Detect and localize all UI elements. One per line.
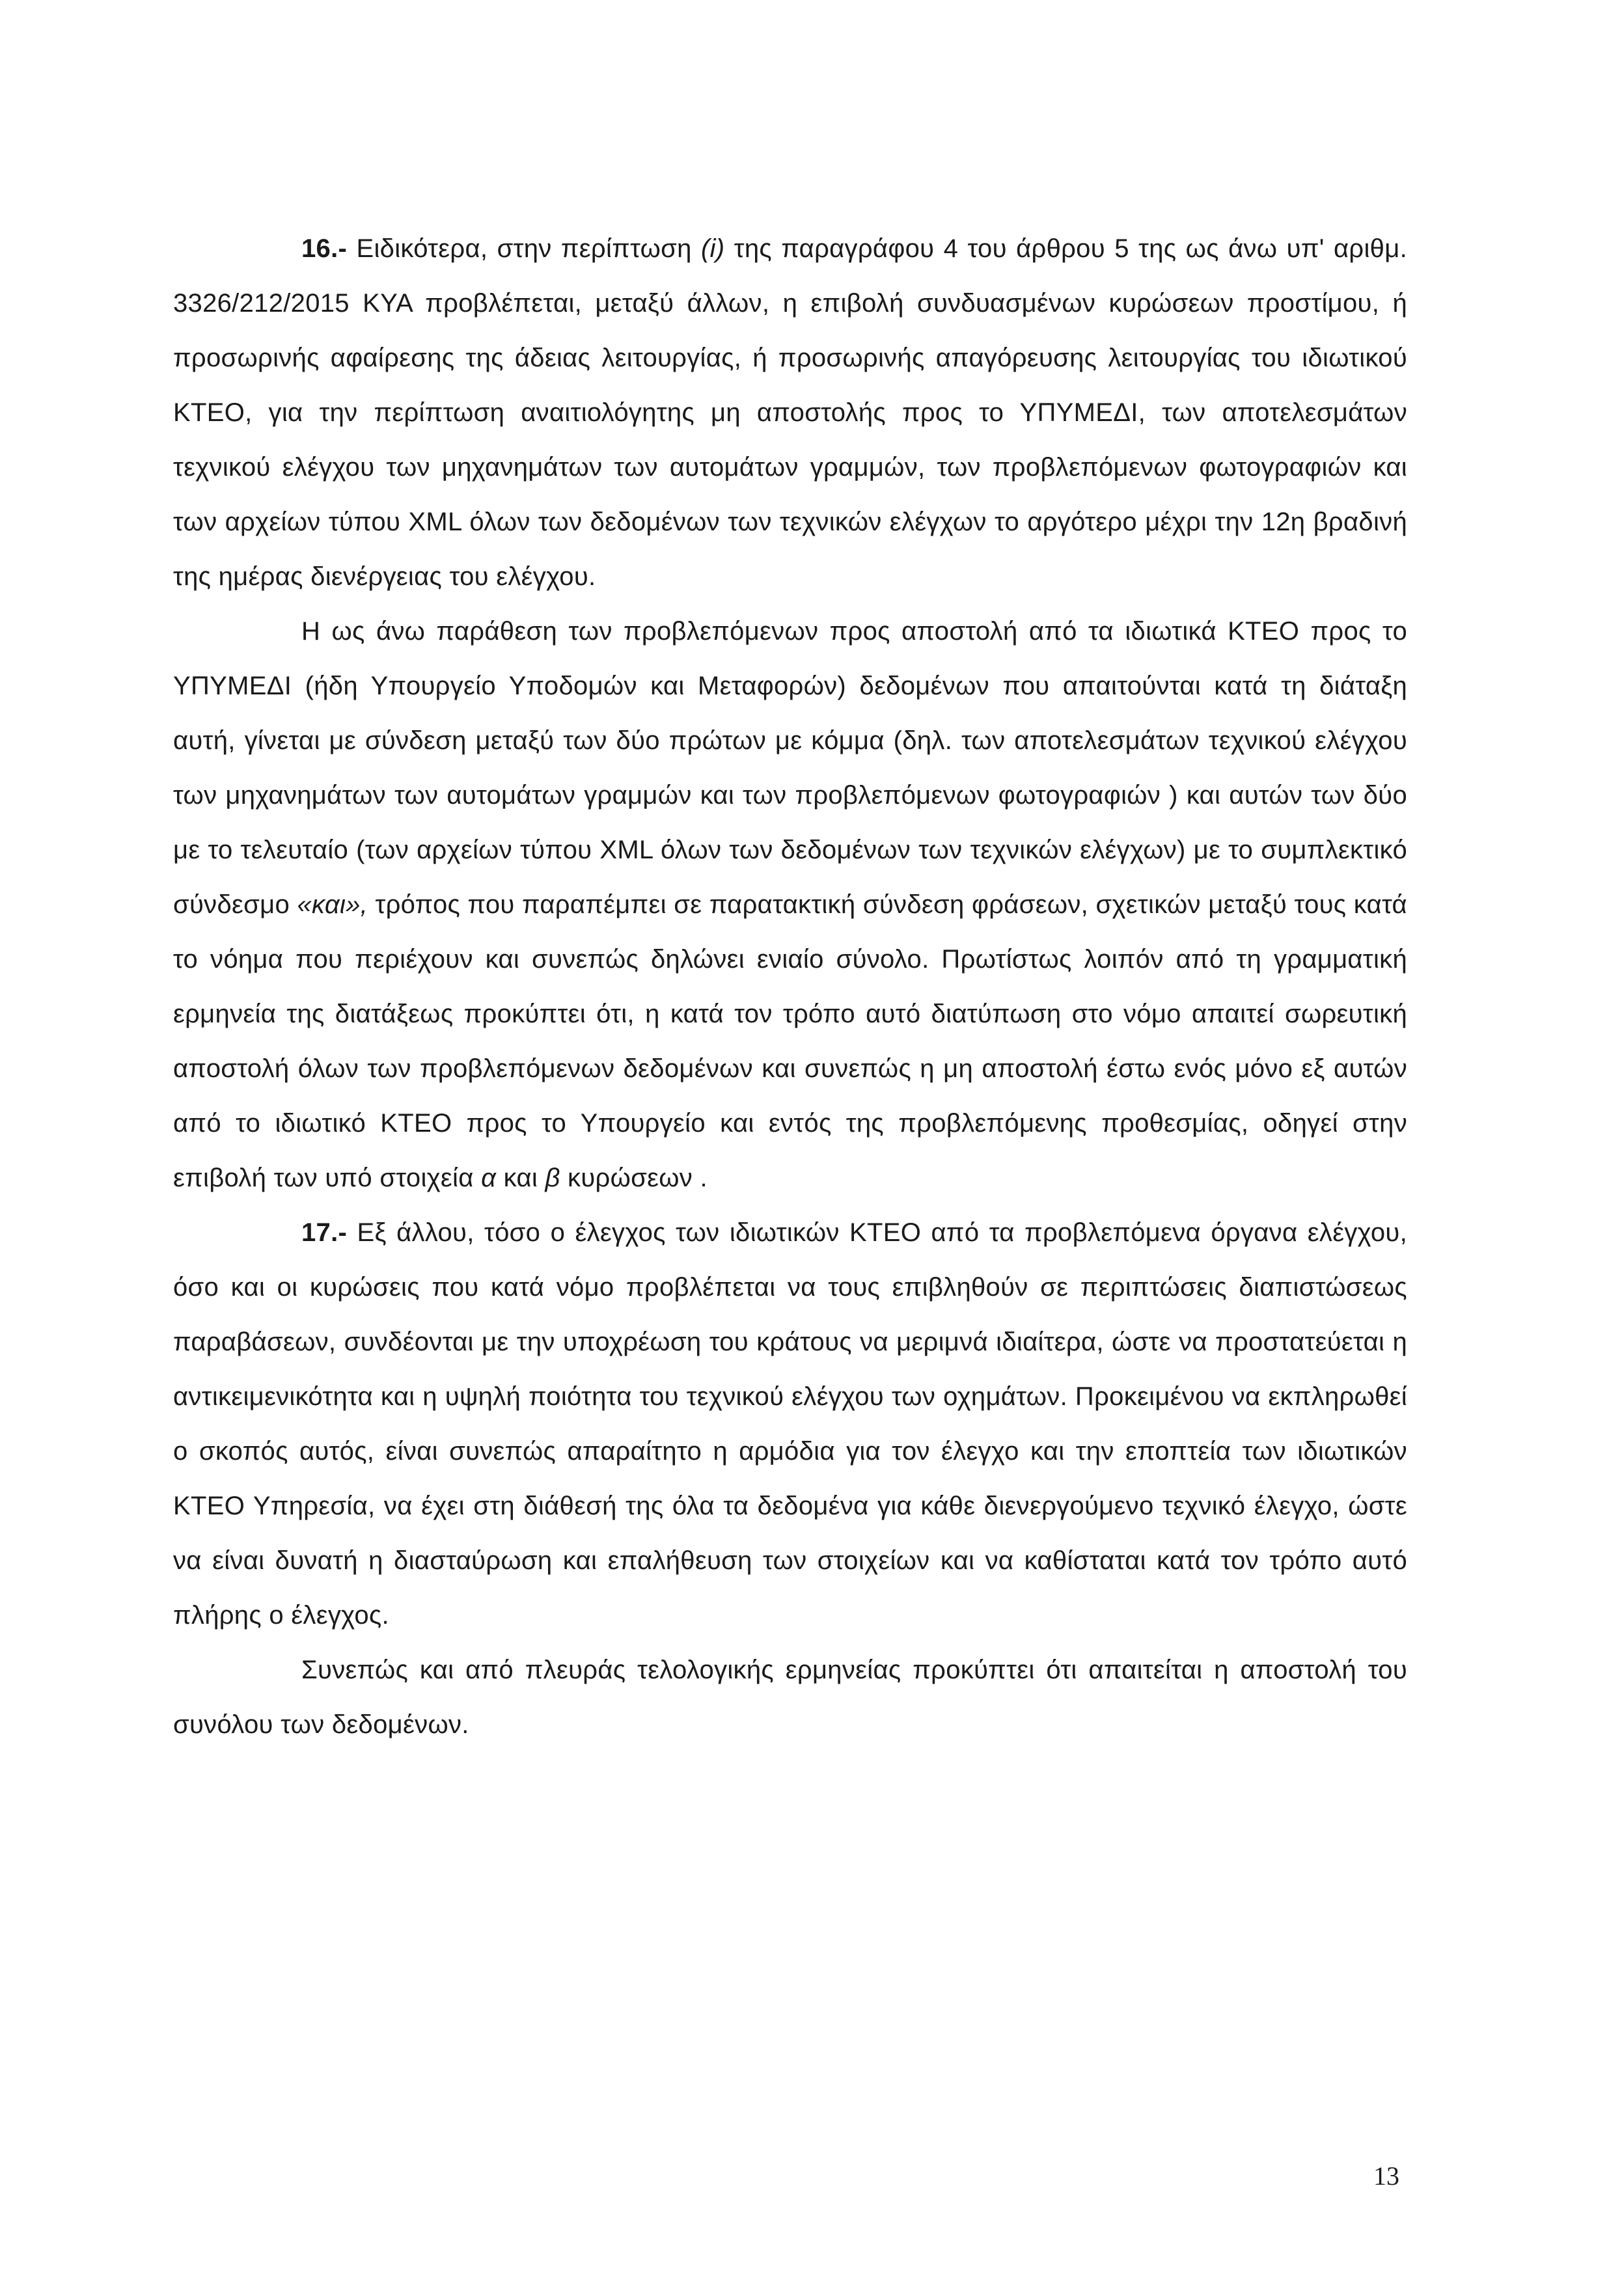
paragraph-16-2-text-a: Η ως άνω παράθεση των προβλεπόμενων προς αποστολή από τα ιδιωτικά ΚΤΕΟ προς το ΥΠΥΜΕΔΙ (ήδη Υπουργείο Υποδομών και Μεταφορών) δεδομένων που απαιτούνται κατά τη διάταξη αυτή, γίνεται με σύνδεση μεταξύ των δύο πρώτων με κόμμα (δηλ. των αποτελεσμάτων τεχνικού ελέγχου των μηχανημάτων των αυτομάτων γραμμών και των προβλεπόμενων φωτογραφιών ) και αυτών των δύο με το τελευταίο (των αρχείων τύπου XML όλων των δεδομένων των τεχνικών ελέγχων) με το συμπλεκτικό σύνδεσμο bbox=[173, 617, 1407, 919]
paragraph-16-2-text-b: τρόπος που παραπέμπει σε παρατακτική σύνδεση φράσεων, σχετικών μεταξύ τους κατά το νόημα που περιέχουν και συνεπώς δηλώνει ενιαίο σύνολο. Πρωτίστως λοιπόν από τη γραμματική ερμηνεία της διατάξεως προκύπτει ότι, η κατά τον τρόπο αυτό διατύπωση στο νόμο απαιτεί σωρευτική αποστολή όλων των προβλεπόμενων δεδομένων και συνεπώς η μη αποστολή έστω ενός μόνο εξ αυτών από το ιδιωτικό ΚΤΕΟ προς το Υπουργείο και εντός της προβλεπόμενης προθεσμίας, οδηγεί στην επιβολή των υπό στοιχεία bbox=[173, 890, 1407, 1192]
paragraph-17-1-text: Εξ άλλου, τόσο ο έλεγχος των ιδιωτικών ΚΤΕΟ από τα προβλεπόμενα όργανα ελέγχου, όσο και οι κυρώσεις που κατά νόμο προβλέπεται να τους επιβληθούν σε περιπτώσεις διαπιστώσεως παραβάσεων, συνδέονται με την υποχρέωση του κράτους να μεριμνά ιδιαίτερα, ώστε να προστατεύεται η αντικειμενικότητα και η υψηλή ποιότητα του τεχνικού ελέγχου των οχημάτων. Προκειμένου να εκπληρωθεί ο σκοπός αυτός, είναι συνεπώς απαραίτητο η αρμόδια για τον έλεγχο και την εποπτεία των ιδιωτικών ΚΤΕΟ Υπηρεσία, να έχει στη διάθεσή της όλα τα δεδομένα για κάθε διενεργούμενο τεχνικό έλεγχο, ώστε να είναι δυνατή η διασταύρωση και επαλήθευση των στοιχείων και να καθίσταται κατά τον τρόπο αυτό πλήρης ο έλεγχος. bbox=[173, 1218, 1407, 1630]
paragraph-16-1-italic: (i) bbox=[701, 234, 725, 263]
paragraph-16-2-italic-kai: «και», bbox=[297, 890, 368, 919]
paragraph-16-2-beta: β bbox=[545, 1164, 560, 1192]
section-number-17: 17.- bbox=[301, 1218, 348, 1247]
paragraph-17-1 bbox=[173, 1205, 1407, 1643]
paragraph-16-2 bbox=[173, 604, 1407, 1205]
document-body bbox=[173, 221, 1407, 1752]
paragraph-17-2-text: Συνεπώς και από πλευράς τελολογικής ερμηνείας προκύπτει ότι απαιτείται η αποστολή του συνόλου των δεδομένων. bbox=[173, 1656, 1407, 1739]
paragraph-17-2 bbox=[173, 1643, 1407, 1752]
section-number-16: 16.- bbox=[301, 234, 348, 263]
paragraph-16-1 bbox=[173, 221, 1407, 604]
paragraph-16-1-text-b: της παραγράφου 4 του άρθρου 5 της ως άνω υπ' αριθμ. 3326/212/2015 ΚΥΑ προβλέπεται, μεταξύ άλλων, η επιβολή συνδυασμένων κυρώσεων προστίμου, ή προσωρινής αφαίρεσης της άδειας λειτουργίας, ή προσωρινής απαγόρευσης λειτουργίας του ιδιωτικού ΚΤΕΟ, για την περίπτωση αναιτιολόγητης μη αποστολής προς το ΥΠΥΜΕΔΙ, των αποτελεσμάτων τεχνικού ελέγχου των μηχανημάτων των αυτομάτων γραμμών, των προβλεπόμενων φωτογραφιών και των αρχείων τύπου XML όλων των δεδομένων των τεχνικών ελέγχων το αργότερο μέχρι την 12η βραδινή της ημέρας διενέργειας του ελέγχου. bbox=[173, 234, 1407, 591]
paragraph-16-2-text-c: κυρώσεων . bbox=[560, 1164, 708, 1192]
paragraph-16-2-alpha: α bbox=[481, 1164, 497, 1192]
paragraph-16-2-and: και bbox=[496, 1164, 545, 1192]
page-number: 13 bbox=[1373, 2161, 1399, 2191]
paragraph-16-1-text-a: Ειδικότερα, στην περίπτωση bbox=[347, 234, 701, 263]
